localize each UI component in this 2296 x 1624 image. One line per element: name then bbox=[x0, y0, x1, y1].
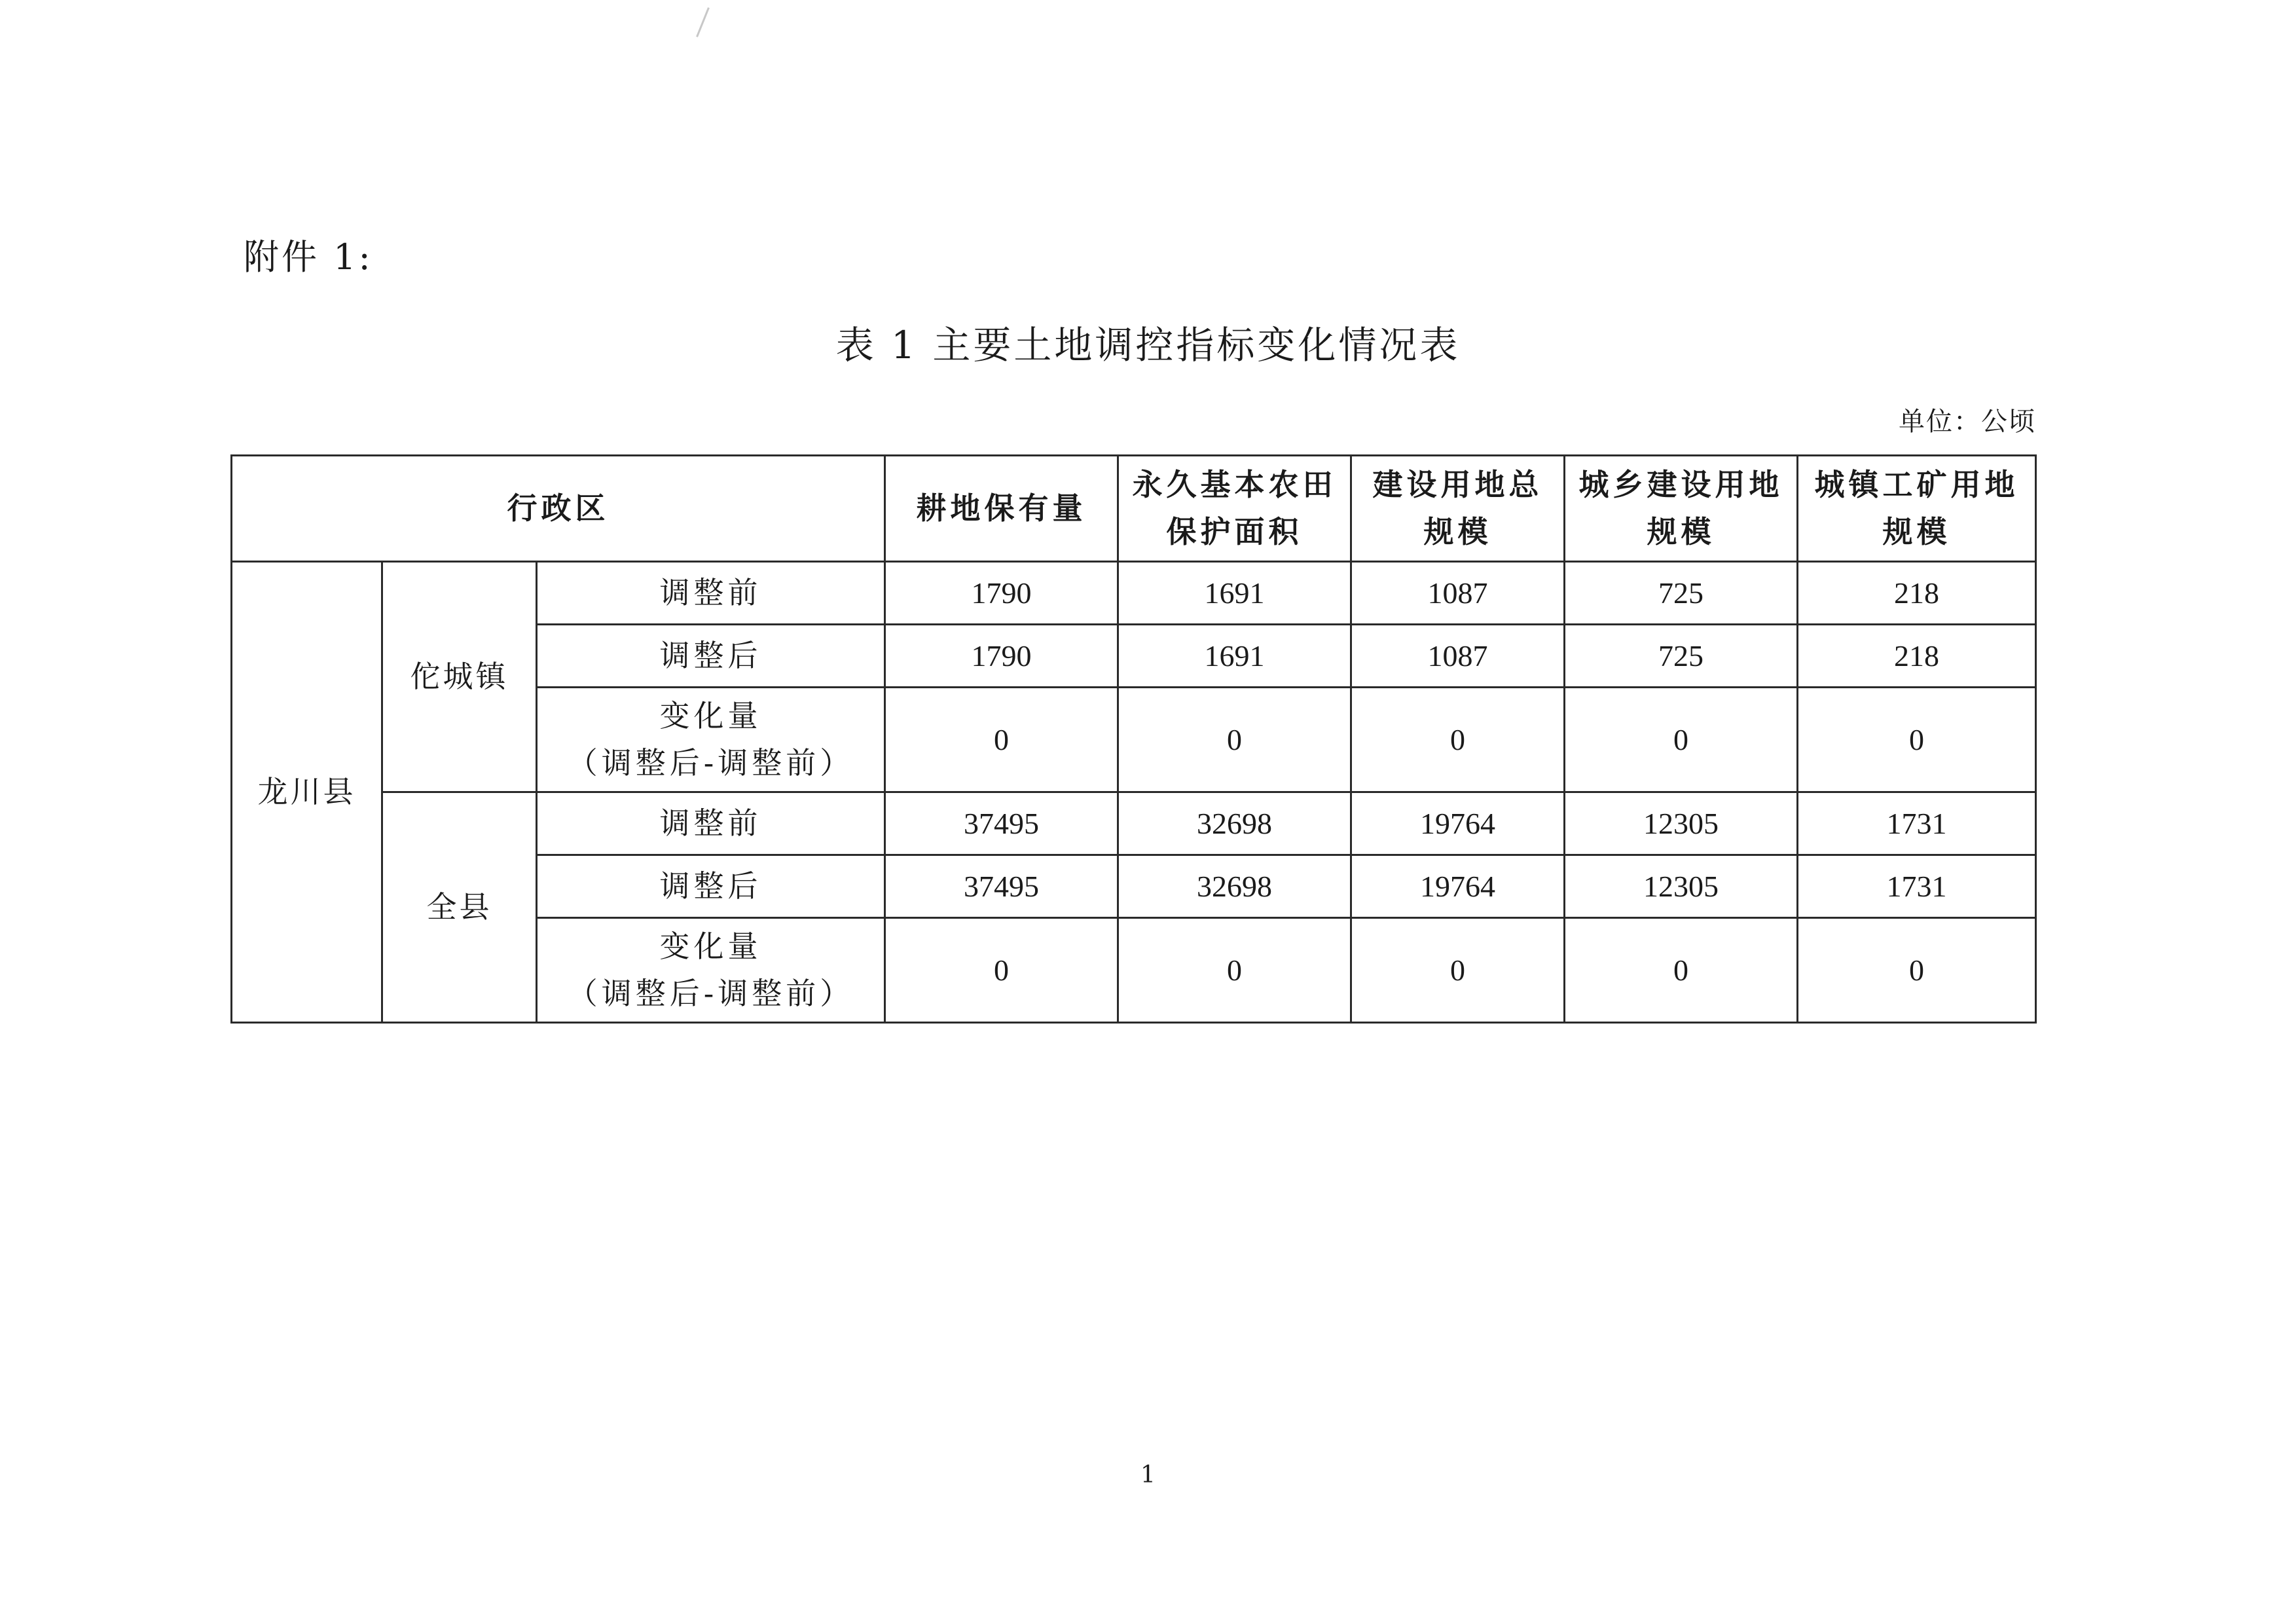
change-label-line1: 变化量 bbox=[659, 929, 762, 965]
row-label bbox=[537, 688, 885, 792]
county-cell: 龙川县 bbox=[232, 562, 382, 1023]
header-construction-land: 建设用地总 规模 bbox=[1351, 456, 1565, 562]
value-cell: 0 bbox=[1351, 918, 1565, 1023]
value-cell: 0 bbox=[1798, 918, 2036, 1023]
value-cell: 0 bbox=[1118, 688, 1351, 792]
header-row bbox=[232, 456, 2036, 562]
value-cell: 0 bbox=[1798, 688, 2036, 792]
county-total-cell: 全县 bbox=[382, 792, 537, 1023]
header-region: 行政区 bbox=[232, 456, 885, 562]
row-label: 调整前 bbox=[537, 562, 885, 625]
row-label: 调整后 bbox=[537, 855, 885, 918]
value-cell: 0 bbox=[885, 918, 1118, 1023]
value-cell: 218 bbox=[1798, 625, 2036, 688]
value-cell: 12305 bbox=[1565, 792, 1798, 855]
scan-mark bbox=[696, 7, 710, 37]
value-cell: 1731 bbox=[1798, 855, 2036, 918]
value-cell: 1087 bbox=[1351, 562, 1565, 625]
value-cell: 218 bbox=[1798, 562, 2036, 625]
value-cell: 32698 bbox=[1118, 855, 1351, 918]
value-cell: 725 bbox=[1565, 625, 1798, 688]
value-cell: 0 bbox=[1565, 688, 1798, 792]
value-cell: 1790 bbox=[885, 625, 1118, 688]
value-cell: 1731 bbox=[1798, 792, 2036, 855]
header-cultivated-land: 耕地保有量 bbox=[885, 456, 1118, 562]
value-cell: 725 bbox=[1565, 562, 1798, 625]
value-cell: 37495 bbox=[885, 792, 1118, 855]
value-cell: 37495 bbox=[885, 855, 1118, 918]
value-cell: 19764 bbox=[1351, 855, 1565, 918]
change-label-line2: （调整后-调整前） bbox=[567, 745, 854, 781]
value-cell: 19764 bbox=[1351, 792, 1565, 855]
change-label-line2: （调整后-调整前） bbox=[567, 975, 854, 1011]
value-cell: 0 bbox=[1351, 688, 1565, 792]
value-cell: 1790 bbox=[885, 562, 1118, 625]
attachment-label: 附件 1: bbox=[244, 236, 373, 278]
change-label-line1: 变化量 bbox=[659, 698, 762, 734]
row-label: 调整后 bbox=[537, 625, 885, 688]
table-row bbox=[232, 792, 2036, 855]
table-title: 表 1 主要土地调控指标变化情况表 bbox=[835, 323, 1461, 367]
value-cell: 12305 bbox=[1565, 855, 1798, 918]
value-cell: 1087 bbox=[1351, 625, 1565, 688]
value-cell: 0 bbox=[885, 688, 1118, 792]
value-cell: 32698 bbox=[1118, 792, 1351, 855]
header-urban-mining-land: 城镇工矿用地 规模 bbox=[1798, 456, 2036, 562]
value-cell: 0 bbox=[1118, 918, 1351, 1023]
land-control-table bbox=[230, 454, 2037, 1024]
value-cell: 1691 bbox=[1118, 562, 1351, 625]
row-label: 调整前 bbox=[537, 792, 885, 855]
row-label bbox=[537, 918, 885, 1023]
unit-label: 单位：公顷 bbox=[1899, 407, 2036, 437]
value-cell: 0 bbox=[1565, 918, 1798, 1023]
table-row bbox=[232, 562, 2036, 625]
town-cell: 佗城镇 bbox=[382, 562, 537, 792]
header-permanent-farmland: 永久基本农田 保护面积 bbox=[1118, 456, 1351, 562]
value-cell: 1691 bbox=[1118, 625, 1351, 688]
page-number: 1 bbox=[1140, 1462, 1156, 1488]
header-urban-rural-land: 城乡建设用地 规模 bbox=[1565, 456, 1798, 562]
